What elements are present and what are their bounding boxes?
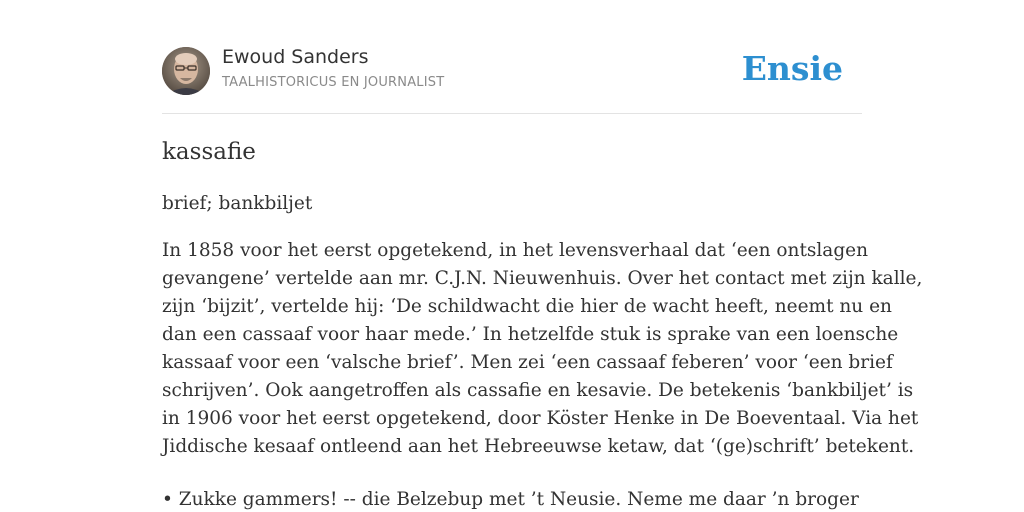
- entry-body-line: In 1858 voor het eerst opgetekend, in het levensverhaal dat ‘een ontslagen: [162, 240, 869, 261]
- author-name[interactable]: Ewoud Sanders: [222, 46, 369, 68]
- entry-body-line: zijn ‘bijzit’, vertelde hij: ‘De schildwacht die hier de wacht heeft, neemt nu en: [162, 296, 892, 317]
- entry-body-line: dan een cassaaf voor haar mede.’ In hetzelfde stuk is sprake van een loensche: [162, 324, 899, 345]
- entry-body-line: in 1906 voor het eerst opgetekend, door Köster Henke in De Boeventaal. Via het: [162, 408, 919, 429]
- header: [162, 46, 862, 96]
- ensie-logo[interactable]: Ensie: [741, 49, 843, 88]
- avatar-photo-icon: [162, 47, 210, 95]
- entry-example: • Zukke gammers! -- die Belzebup met ’t Neusie. Neme me daar ’n broger: [162, 489, 859, 510]
- entry-body-line: Jiddische kesaaf ontleend aan het Hebreeuwse ketaw, dat ‘(ge)schrift’ betekent.: [162, 436, 915, 457]
- entry-title: kassafie: [162, 139, 256, 165]
- entry-body: [162, 237, 923, 461]
- entry-meaning: brief; bankbiljet: [162, 193, 313, 214]
- author-role: TAALHISTORICUS EN JOURNALIST: [222, 75, 445, 90]
- entry-body-line: schrijven’. Ook aangetroffen als cassafie en kesavie. De betekenis ‘bankbiljet’ is: [162, 380, 914, 401]
- header-divider: [162, 113, 862, 114]
- entry-body-line: kassaaf voor een ‘valsche brief’. Men zei ‘een cassaaf feberen’ voor ‘een brief: [162, 352, 893, 373]
- entry-body-line: gevangene’ vertelde aan mr. C.J.N. Nieuwenhuis. Over het contact met zijn kalle,: [162, 268, 923, 289]
- author-avatar[interactable]: [162, 47, 210, 95]
